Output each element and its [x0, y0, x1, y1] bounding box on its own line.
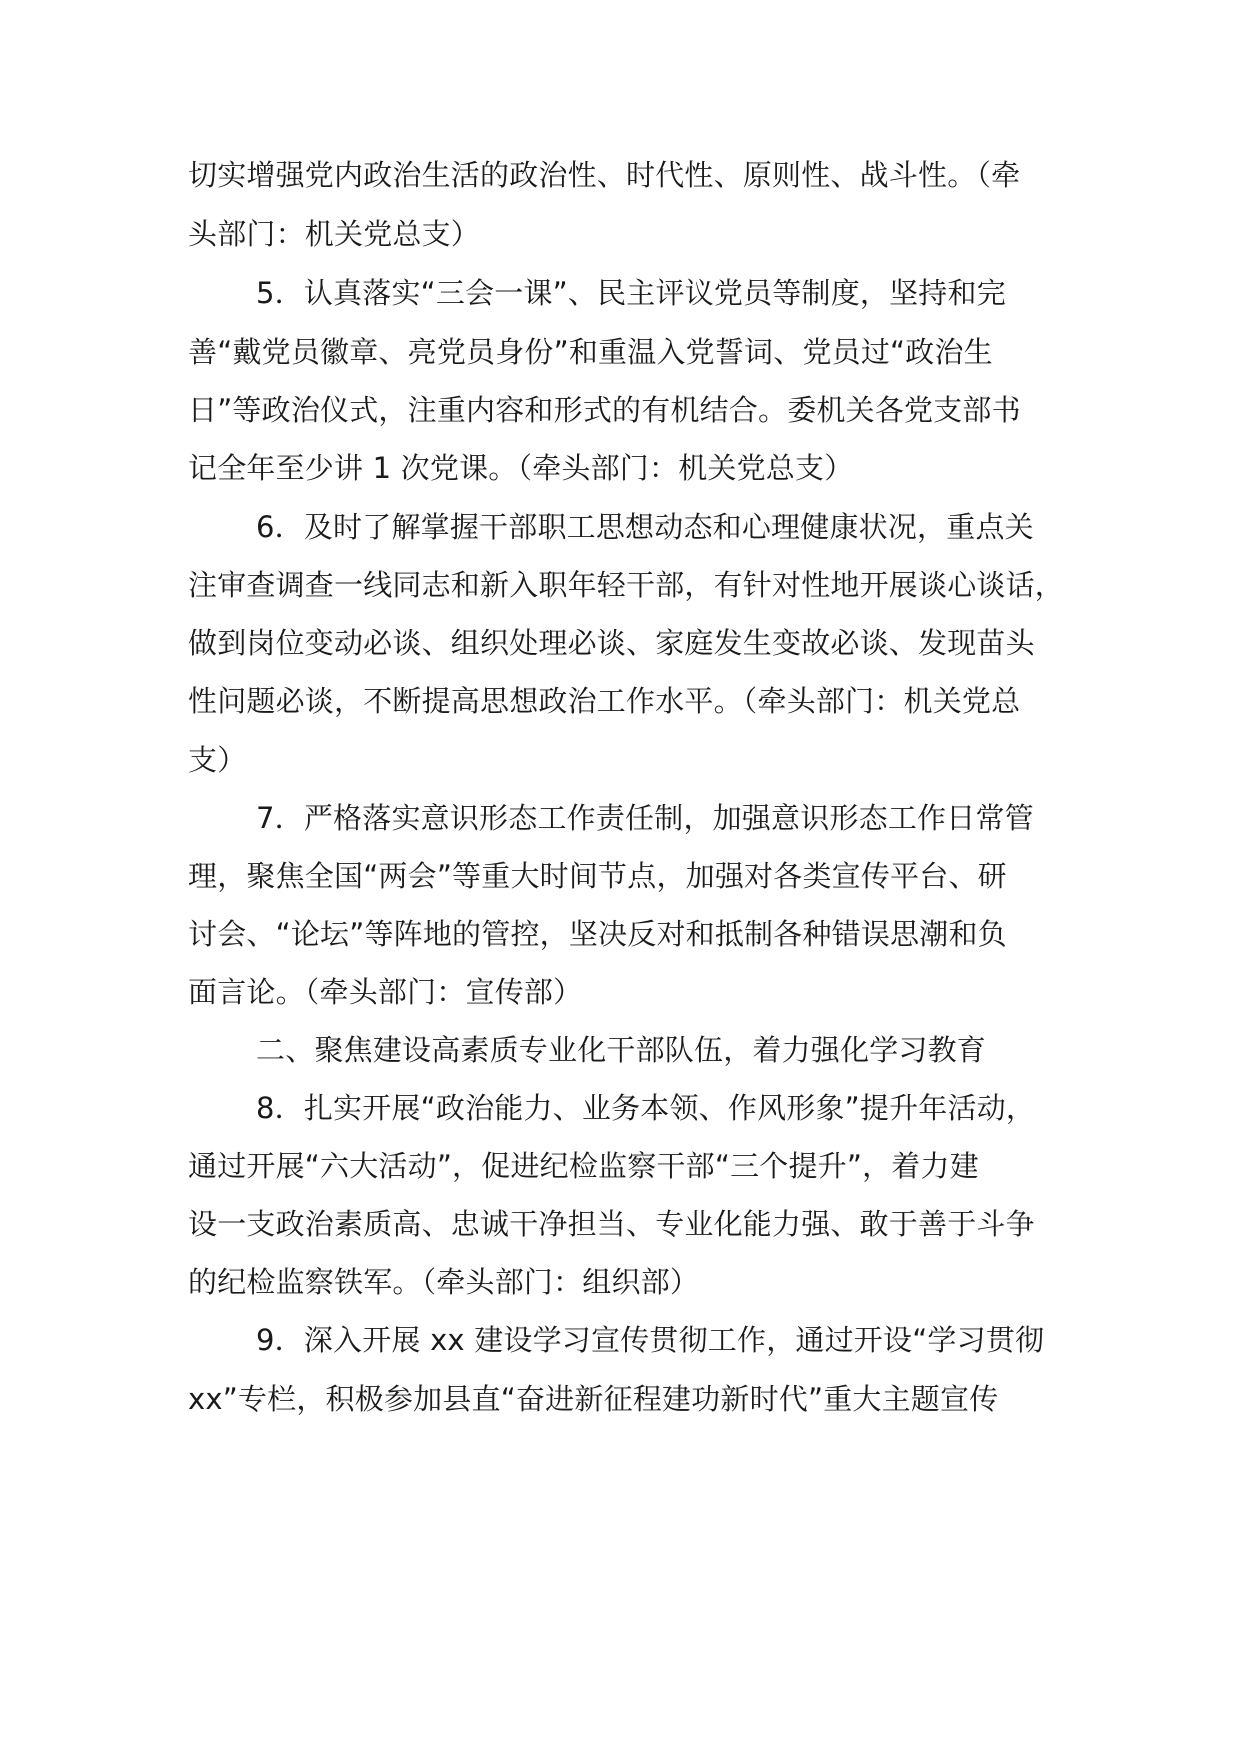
text-line: 面言论。（牵头部门：宣传部） — [188, 975, 583, 1009]
text-line: 切实增强党内政治生活的政治性、时代性、原则性、战斗性。（牵 — [188, 158, 1021, 192]
text-line: 善“戴党员徽章、亮党员身份”和重温入党誓词、党员过“政治生 — [188, 335, 993, 369]
paragraph-6-start: 6．及时了解掌握干部职工思想动态和心理健康状况，重点关 — [256, 510, 1034, 544]
text-line: 通过开展“六大活动”，促进纪检监察干部“三个提升”，着力建 — [188, 1149, 979, 1183]
text-line: 理，聚焦全国“两会”等重大时间节点，加强对各类宣传平台、研 — [188, 859, 1007, 893]
paragraph-9-start: 9．深入开展 xx 建设学习宣传贯彻工作，通过开设“学习贯彻 — [256, 1323, 1045, 1357]
paragraph-8-start: 8．扎实开展“政治能力、业务本领、作风形象”提升年活动， — [256, 1091, 1036, 1125]
text-line: 日”等政治仪式，注重内容和形式的有机结合。委机关各党支部书 — [188, 393, 1021, 427]
text-line: 支） — [188, 743, 247, 777]
paragraph-5-start: 5．认真落实“三会一课”、民主评议党员等制度，坚持和完 — [256, 276, 1006, 310]
paragraph-7-start: 7．严格落实意识形态工作责任制，加强意识形态工作日常管 — [256, 801, 1034, 835]
text-line: 讨会、“论坛”等阵地的管控，坚决反对和抵制各种错误思潮和负 — [188, 917, 1007, 951]
text-line: 记全年至少讲 1 次党课。（牵头部门：机关党总支） — [188, 451, 854, 485]
text-line: 的纪检监察铁军。（牵头部门：组织部） — [188, 1265, 700, 1299]
section-heading: 二、聚焦建设高素质专业化干部队伍，着力强化学习教育 — [256, 1033, 987, 1067]
text-line: 设一支政治素质高、忠诚干净担当、专业化能力强、敢于善于斗争 — [188, 1207, 1035, 1241]
text-line: 性问题必谈，不断提高思想政治工作水平。（牵头部门：机关党总 — [188, 684, 1021, 718]
text-line: 头部门：机关党总支） — [188, 217, 481, 251]
text-line: xx”专栏，积极参加县直“奋进新征程建功新时代”重大主题宣传 — [188, 1382, 999, 1416]
text-line: 注审查调查一线同志和新入职年轻干部，有针对性地开展谈心谈话， — [188, 568, 1065, 602]
text-line: 做到岗位变动必谈、组织处理必谈、家庭发生变故必谈、发现苗头 — [188, 626, 1035, 660]
